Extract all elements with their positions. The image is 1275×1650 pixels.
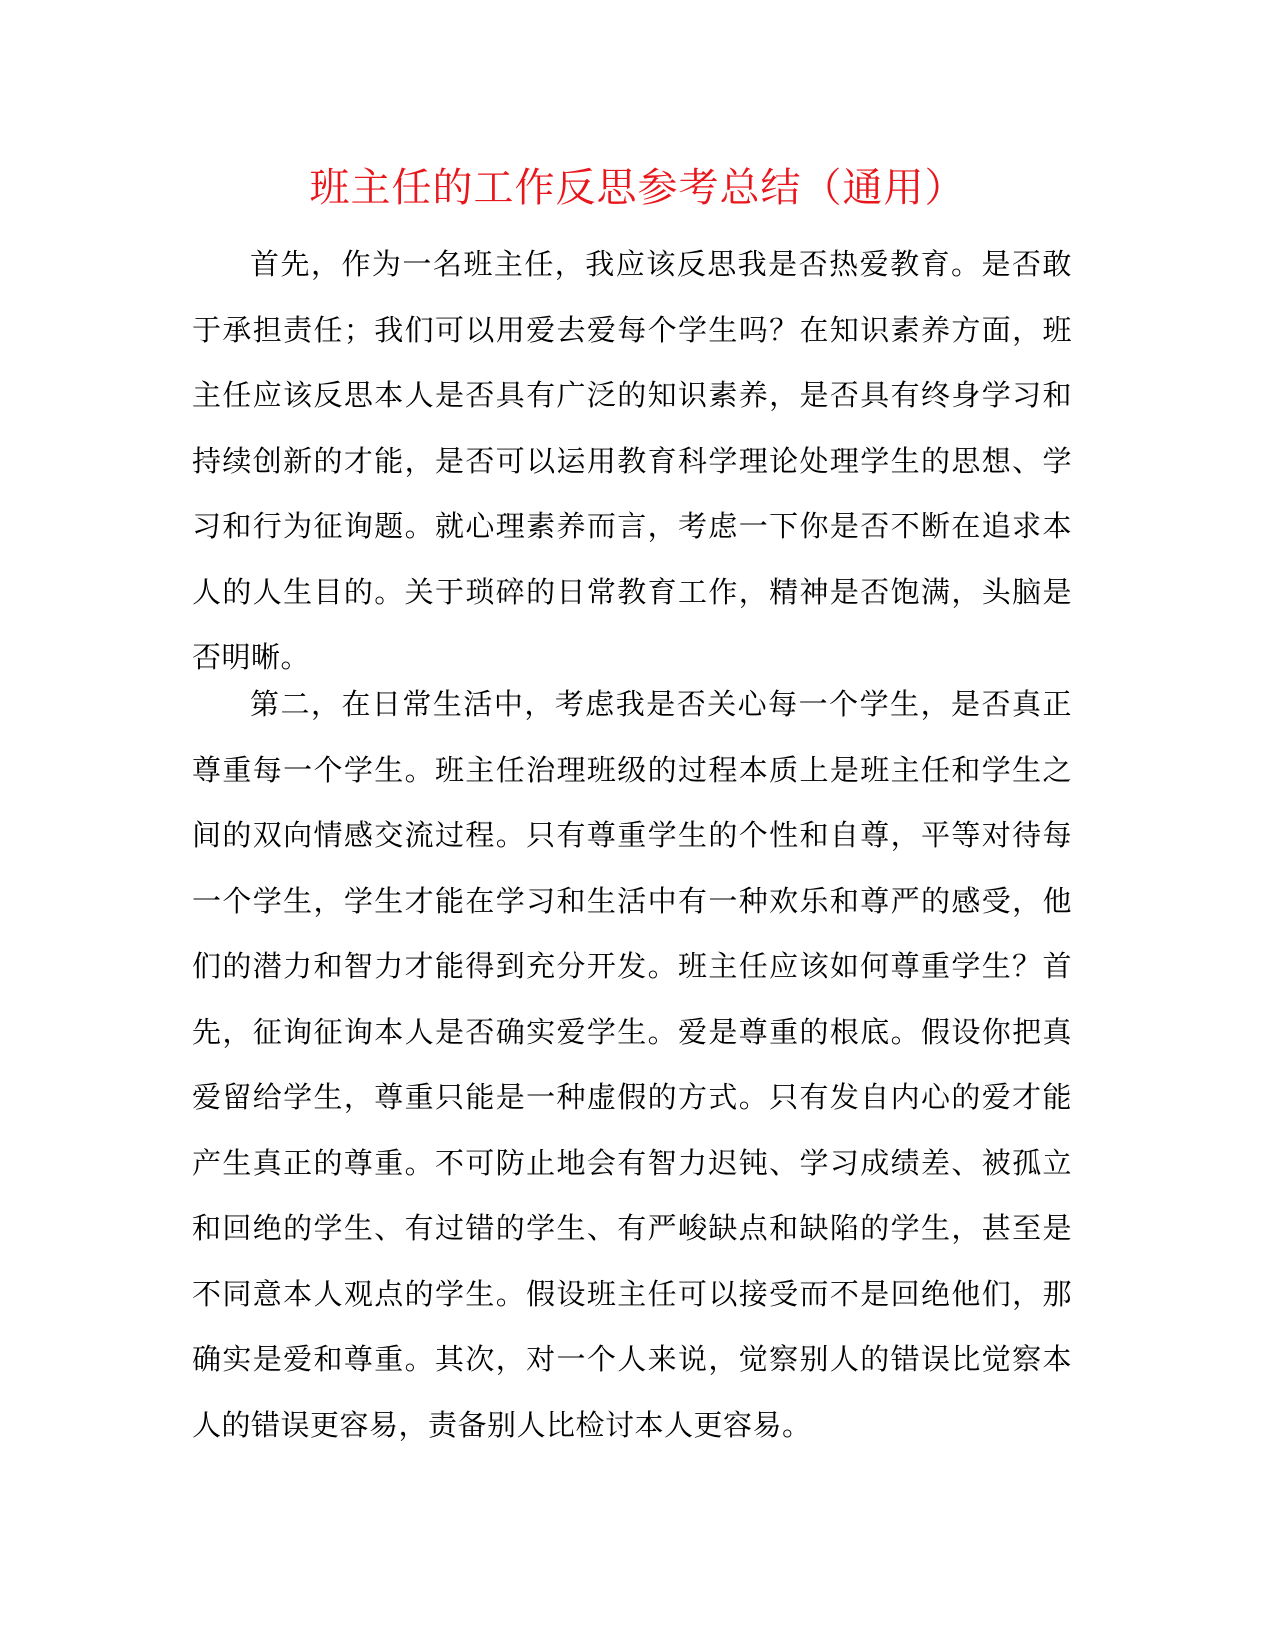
- paragraph-2: 第二，在日常生活中，考虑我是否关心每一个学生，是否真正尊重每一个学生。班主任治理班级的过程本质上是班主任和学生之间的双向情感交流过程。只有尊重学生的个性和自尊，平等对待每一个学生，学生才能在学习和生活中有一种欢乐和尊严的感受，他们的潜力和智力才能得到充分开发。班主任应该如何尊重学生？首先，征询征询本人是否确实爱学生。爱是尊重的根底。假设你把真爱留给学生，尊重只能是一种虚假的方式。只有发自内心的爱才能产生真正的尊重。不可防止地会有智力迟钝、学习成绩差、被孤立和回绝的学生、有过错的学生、有严峻缺点和缺陷的学生，甚至是不同意本人观点的学生。假设班主任可以接受而不是回绝他们，那确实是爱和尊重。其次，对一个人来说，觉察别人的错误比觉察本人的错误更容易，责备别人比检讨本人更容易。: [192, 687, 1072, 1442]
- document-title: 班主任的工作反思参考总结（通用）: [309, 165, 966, 211]
- paragraph-1: 首先，作为一名班主任，我应该反思我是否热爱教育。是否敢于承担责任；我们可以用爱去爱每个学生吗？在知识素养方面，班主任应该反思本人是否具有广泛的知识素养，是否具有终身学习和持续创新的才能，是否可以运用教育科学理论处理学生的思想、学习和行为征询题。就心理素养而言，考虑一下你是否不断在追求本人的人生目的。关于琐碎的日常教育工作，精神是否饱满，头脑是否明晰。: [192, 247, 1072, 674]
